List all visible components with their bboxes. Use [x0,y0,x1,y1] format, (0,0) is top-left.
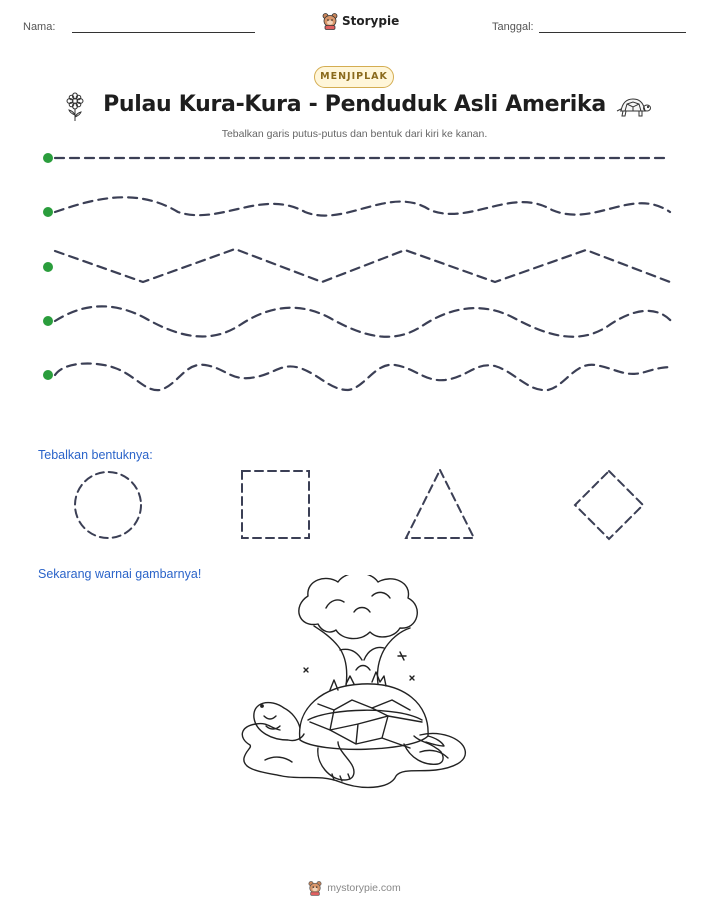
name-line[interactable] [72,32,255,33]
footer-url[interactable]: mystorypie.com [327,882,401,894]
start-dot [43,316,53,326]
start-dot [43,153,53,163]
start-dot [43,207,53,217]
date-label: Tanggal: [492,21,534,33]
activity-badge: MENJIPLAK [314,66,394,88]
tracing-line-bumpy-wave [55,364,672,391]
date-line[interactable] [539,32,686,33]
turtle-with-tree-coloring-image[interactable] [230,575,480,800]
coloring-section-label: Sekarang warnai gambarnya! [38,567,202,581]
tracing-line-gentle-wave [55,197,670,215]
bear-mascot-icon [308,880,322,896]
shape-triangle [406,470,474,538]
tracing-line-zigzag [55,249,670,282]
shapes-area[interactable] [0,460,709,550]
tracing-line-wave [55,306,672,336]
start-dot [43,370,53,380]
shape-diamond [575,471,643,539]
shapes-section-label: Tebalkan bentuknya: [38,448,153,462]
shape-square [242,471,309,538]
brand-name: Storypie [342,14,400,28]
tracing-area[interactable] [0,140,709,400]
bear-mascot-icon [322,12,338,30]
instruction-text: Tebalkan garis putus-putus dan bentuk dari kiri ke kanan. [221,128,488,140]
name-label: Nama: [23,21,56,33]
footer [0,880,709,896]
brand-logo [322,12,399,30]
turtle-icon [615,94,651,120]
start-dot [43,262,53,272]
shape-circle [75,472,141,538]
worksheet-title: Pulau Kura-Kura - Penduduk Asli Amerika [103,92,606,117]
